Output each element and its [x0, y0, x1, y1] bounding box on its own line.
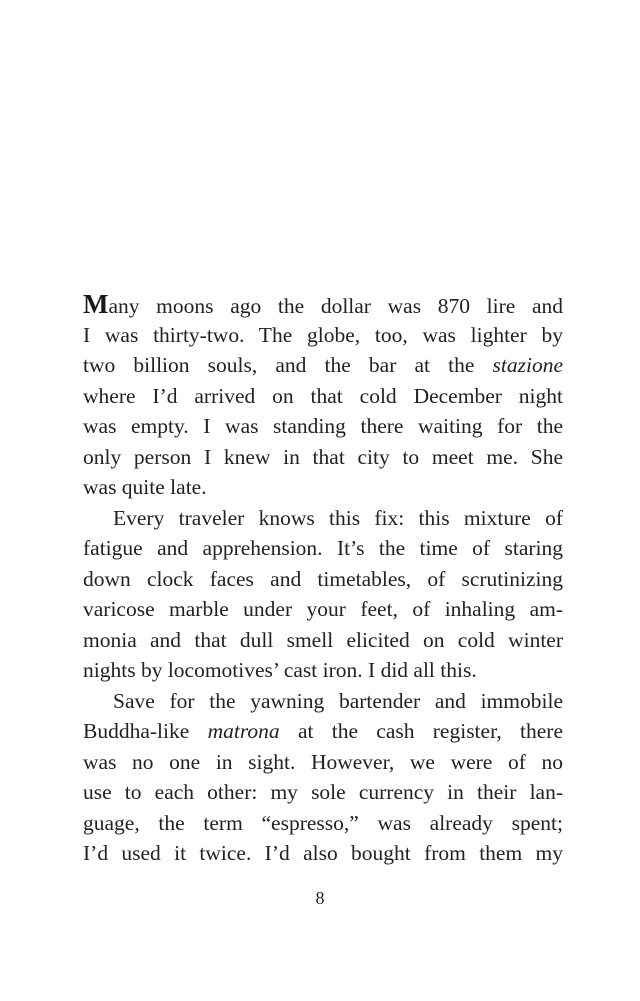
italic-term: matrona: [207, 719, 280, 743]
text-line: [83, 350, 563, 381]
line-text: any moons ago the dollar was 870 lire and: [108, 294, 563, 318]
italic-term: stazione: [492, 353, 563, 377]
text-line: only person I knew in that city to meet me. She: [83, 444, 563, 469]
text-line: down clock faces and timetables, of scrutinizing: [83, 566, 563, 591]
text-line: fatigue and apprehension. It’s the time of staring: [83, 536, 563, 560]
text-line: nights by locomotives’ cast iron. I did all this.: [83, 658, 477, 682]
paragraph-3: [83, 686, 563, 869]
line-text: Buddha-like: [83, 719, 208, 743]
text-line: Save for the yawning bartender and immobile: [113, 688, 563, 713]
paragraph-1: [83, 289, 563, 503]
text-line: where I’d arrived on that cold December night: [83, 383, 563, 408]
line-text: two billion souls, and the bar at the: [83, 353, 493, 377]
page-number: 8: [315, 888, 325, 908]
text-line: varicose marble under your feet, of inhaling am-: [83, 597, 563, 621]
text-line: guage, the term “espresso,” was already spent;: [83, 810, 563, 835]
text-line: monia and that dull smell elicited on cold winter: [83, 627, 563, 652]
body-text: [83, 289, 563, 869]
text-line: [83, 289, 563, 320]
text-line: was empty. I was standing there waiting for the: [83, 414, 563, 438]
text-line: was quite late.: [83, 475, 207, 499]
text-line: Every traveler knows this fix: this mixture of: [113, 505, 563, 530]
text-line: was no one in sight. However, we were of no: [83, 749, 563, 774]
text-line: use to each other: my sole currency in their lan-: [83, 780, 563, 804]
drop-cap: M: [83, 289, 109, 319]
text-line: I’d used it twice. I’d also bought from them my: [83, 841, 563, 865]
paragraph-2: [83, 503, 563, 686]
text-line: I was thirty-two. The globe, too, was lighter by: [83, 322, 563, 347]
text-line: [83, 716, 563, 747]
line-text: at the cash register, there: [279, 719, 563, 743]
